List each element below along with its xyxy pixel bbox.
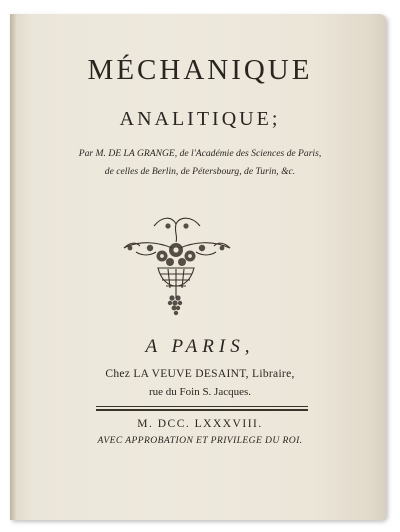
publisher-line2: rue du Foin S. Jacques. xyxy=(148,386,252,398)
author-line2: de celles de Berlin, de Pétersbourg, de Turin, &c. xyxy=(104,166,296,177)
divider-rule-thin xyxy=(96,406,308,407)
book-title-line2: ANALITIQUE; xyxy=(119,108,281,130)
book-title-line1: MÉCHANIQUE xyxy=(87,54,313,86)
author-line1: Par M. DE LA GRANGE, de l'Académie des Sciences de Paris, xyxy=(78,148,322,159)
imprint-place: A PARIS, xyxy=(145,336,255,357)
floral-basket-ornament-icon xyxy=(114,212,238,318)
publisher-line1: Chez LA VEUVE DESAINT, Libraire, xyxy=(105,368,295,380)
royal-privilege: AVEC APPROBATION ET PRIVILEGE DU ROI. xyxy=(97,435,303,446)
publication-year: M. DCC. LXXXVIII. xyxy=(137,418,263,430)
divider-rule-thick xyxy=(96,409,308,411)
